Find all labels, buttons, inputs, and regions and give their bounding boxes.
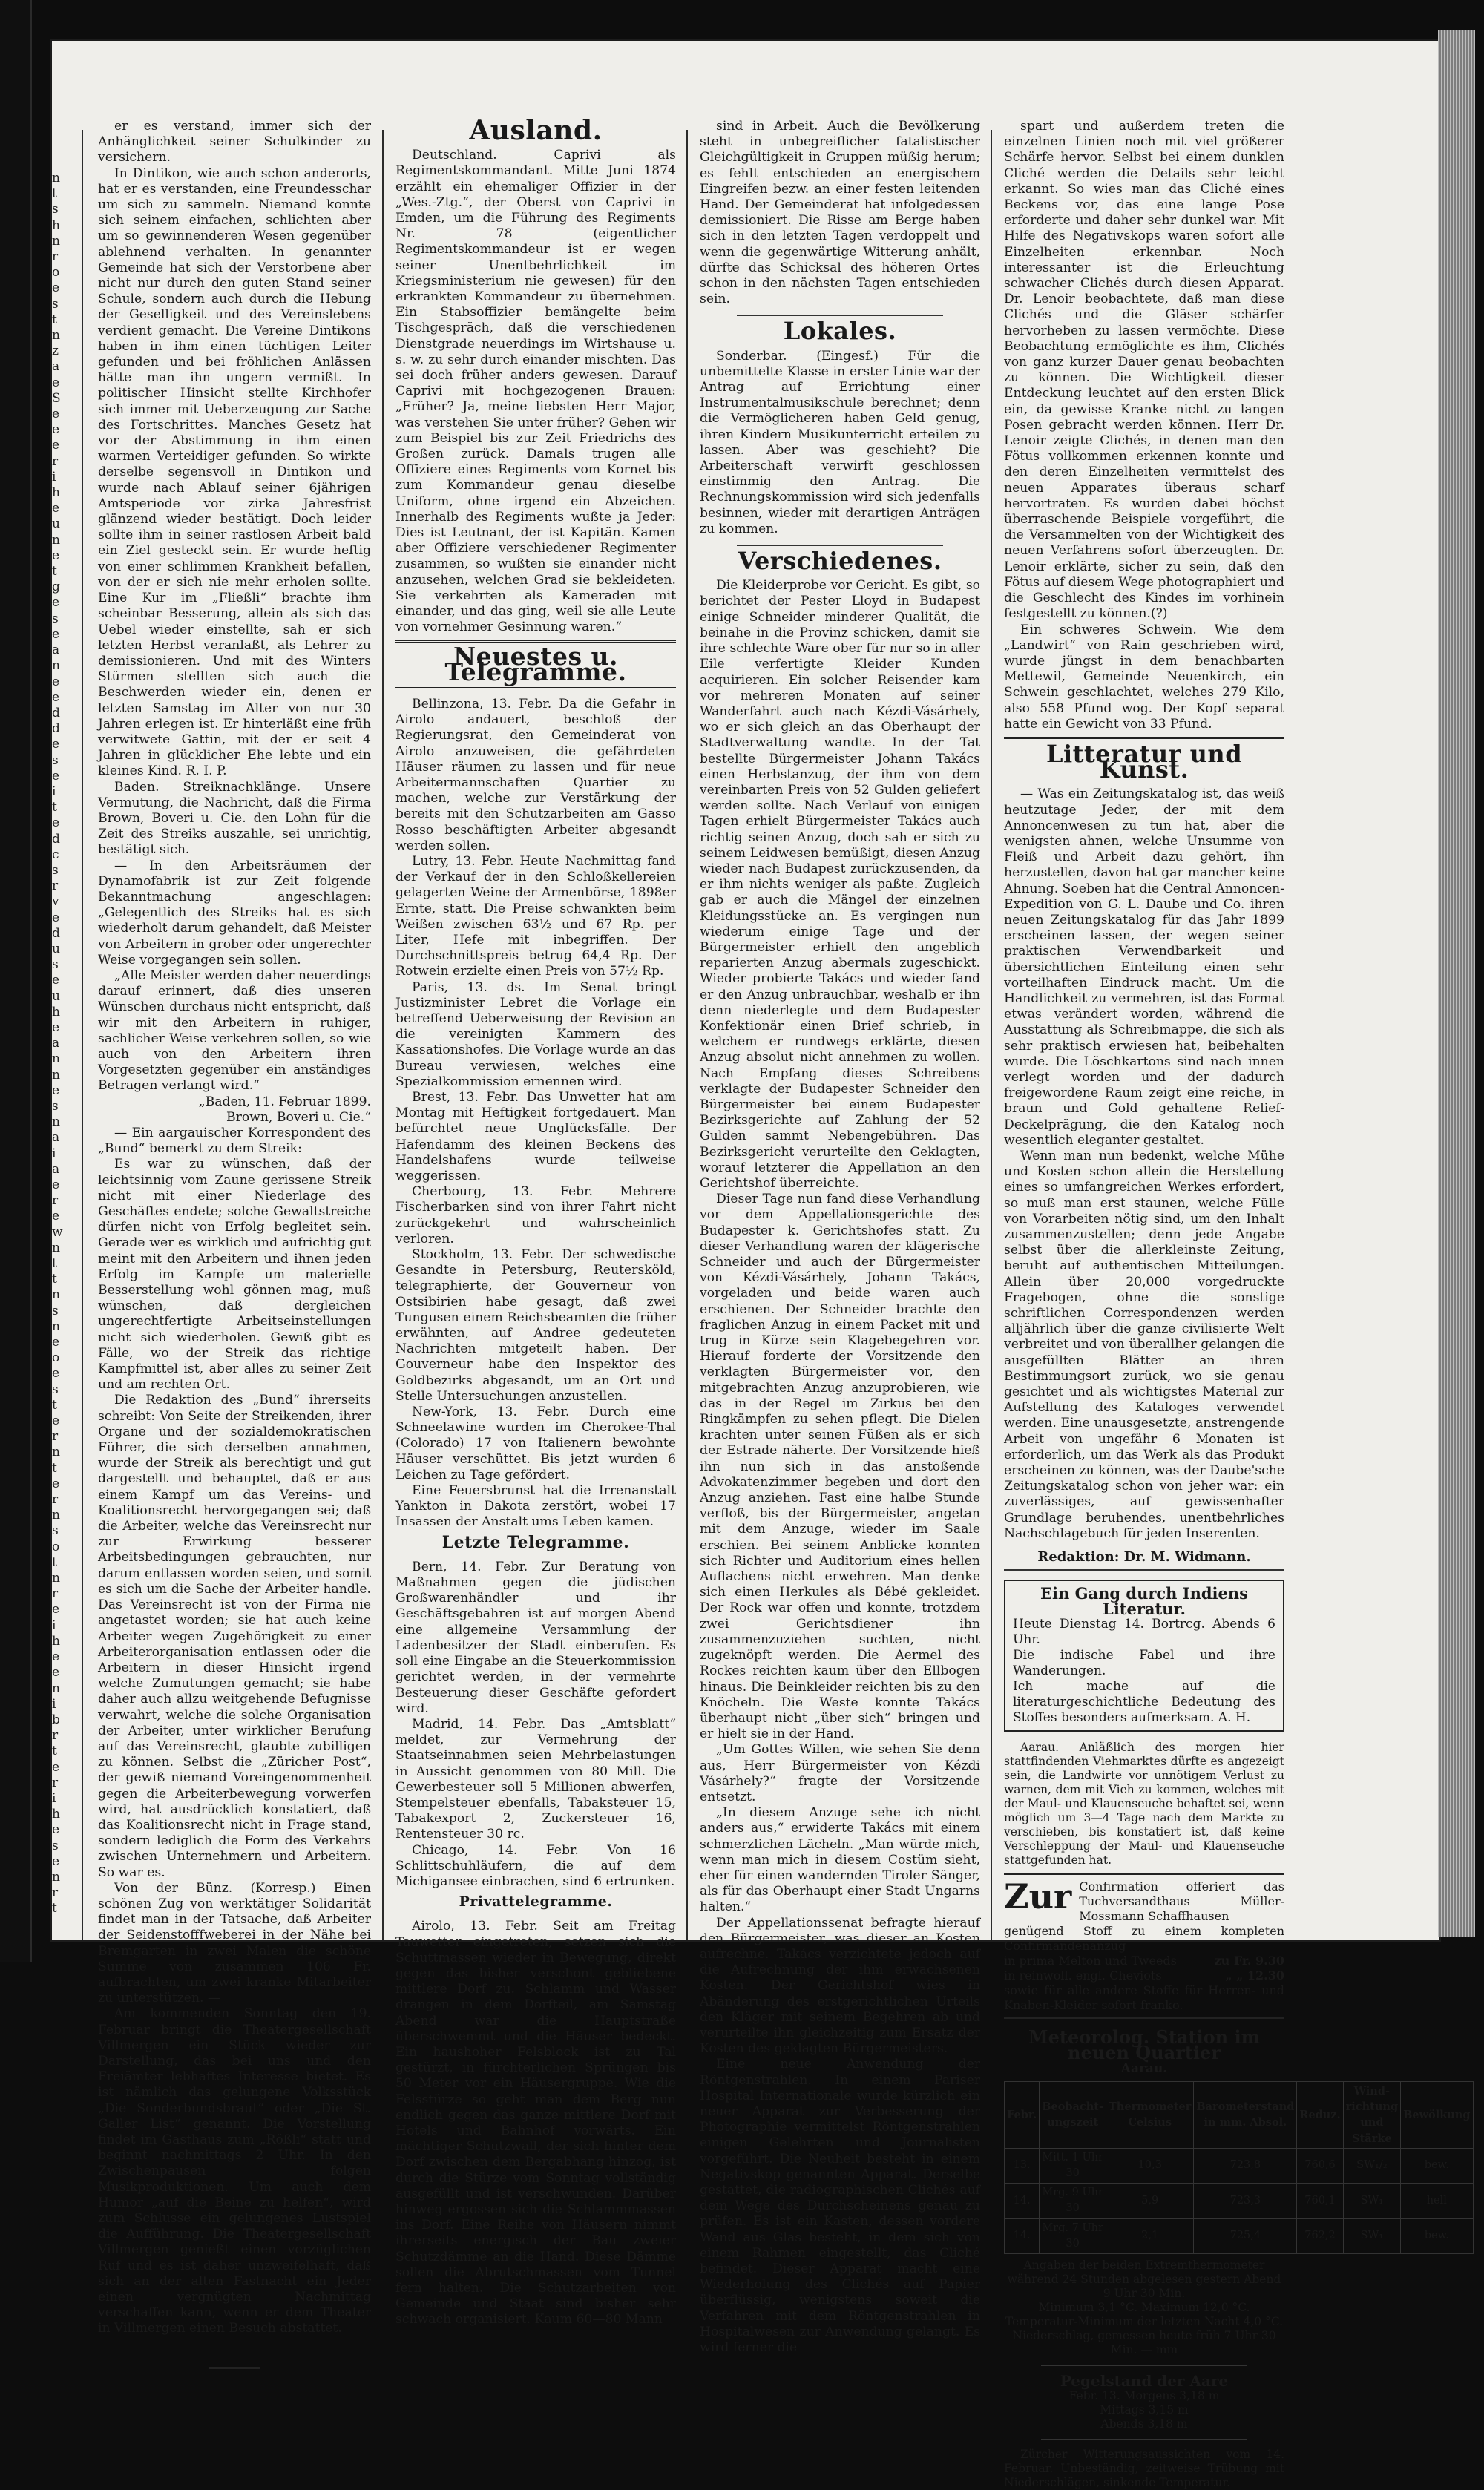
- fragment-letter: n: [52, 1114, 60, 1130]
- col4-paragraph: Ein schweres Schwein. Wie dem „Landwirt“ von Rain geschrieben wird, wurde jüngst in dem benachbarten Mettewil, Gemeinde Neuenkirch, ein Schwein geschlachtet, welches 279 Kilo, also 558 Pfund wog. Der Kopf separat hatte ein Gewicht von 33 Pfund.: [1004, 622, 1284, 732]
- fragment-letter: n: [52, 1240, 60, 1255]
- column-rule: [82, 130, 83, 1940]
- fragment-letter: s: [52, 752, 59, 768]
- col1-paragraph: Es war zu wünschen, daß der leichtsinnig vom Zaune gerissene Streik nicht mit einer Niederlage des Geschäftes endete; solche Gewaltstreiche dürfen nicht von Erfolg begleitet sein. Gerade wer es wirklich und aufrichtig gut meint mit den Arbeitern und ihnen jeden Erfolg im Kampfe um materielle Besserstellung wohl gönnen mag, muß wünschen, daß dergleichen ungerechtfertigte Arbeitseinstellungen nicht sich wiederholen. Gewiß gibt es Fälle, wo der Streik das richtige Kampfmittel ist, aber alles zu seiner Zeit und am rechten Ort.: [98, 1157, 371, 1393]
- telegram: Stockholm, 13. Febr. Der schwedische Gesandte in Petersburg, Reutersköld, telegraphierte, der Gouverneur von Ostsibirien habe gesagt, daß zwei Tungusen einem Reichsbeamten die früher erwähnten, auf Andree gedeuteten Nachrichten mitgeteilt haben. Der Gouverneur habe den Inspektor des Goldbezirks abgesandt, um an Ort und Stelle Untersuchungen anzustellen.: [395, 1247, 676, 1404]
- meteo-cell: hell: [1401, 2184, 1473, 2218]
- fragment-letter: i: [52, 784, 56, 799]
- fragment-letter: s: [52, 1523, 59, 1539]
- meteo-header-cell: Thermometer Celsius: [1106, 2081, 1194, 2148]
- meteo-cell: bew.: [1401, 2218, 1473, 2253]
- separator: [737, 315, 943, 316]
- separator: [737, 545, 943, 546]
- pegel-title: Pegelstand der Aare: [1060, 2371, 1229, 2390]
- col1-paragraph: — Ein aargauischer Korrespondent des „Bund“ bemerkt zu dem Streik:: [98, 1126, 371, 1157]
- fragment-letter: n: [52, 1051, 60, 1067]
- telegram: Madrid, 14. Febr. Das „Amtsblatt“ meldet, zur Vermehrung der Staatseinnahmen seien Mehrbelastungen in Aussicht genommen von 80 Mill. Die Gewerbesteuer soll 5 Millionen abwerfen, Stempelsteuer ebenfalls, Tabaksteuer 15, Tabakexport 2, Zuckersteuer 16, Rentensteuer 30 rc.: [395, 1716, 676, 1842]
- fragment-letter: a: [52, 359, 60, 375]
- fragment-letter: d: [52, 721, 60, 737]
- newspaper-page: [52, 41, 1471, 2490]
- fragment-letter: a: [52, 643, 60, 658]
- fragment-letter: e: [52, 1649, 60, 1665]
- verschiedenes-article: Eine neue Anwendung der Röntgenstrahlen. In einem Pariser Hospital Internationale wurde kürzlich ein neuer Apparat zur Verbesserung der Photographie vermittelst Röntgenstrahlen einigen Gelehrten und Journalisten vorgeführt. Die Neuheit besteht in einem Negativskop genannten Apparat. Derselbe gestattet, die radiographischen Clichés auf dem Wege des Durchscheinens genau zu prüfen. Es ist ein Kasten, dessen vordere Wand aus Glas besteht, in dem sich von einem Rahmen eingestellt, das Cliché befindet. Dieser Apparat macht eine Wiederholung des Clichés auf Papier überflüssig, wenigstens soweit die Verfahren mit dem Röntgenstrahlen in Hospitalwesen zur Anwendung gelangt. Es wird ferner die: [700, 2057, 980, 2356]
- fragment-letter: e: [52, 280, 60, 296]
- fragment-letter: e: [52, 1602, 60, 1617]
- fragment-letter: s: [52, 1382, 59, 1397]
- fragment-letter: t: [52, 1272, 57, 1287]
- col1-paragraph: „Alle Meister werden daher neuerdings darauf erinnert, daß dies unseren Wünschen durchaus nicht entspricht, daß wir mit den Arbeitern in ruhiger, sachlicher Weise verkehren sollen, so wie auch von den Arbeitern ihren Vorgesetzten gegenüber ein anständiges Betragen verlangt wird.“: [98, 968, 371, 1094]
- fragment-letter: a: [52, 1130, 60, 1146]
- telegram: Brest, 13. Febr. Das Unwetter hat am Montag mit Heftigkeit fortgedauert. Man befürchtet neue Unglücksfälle. Der Hafendamm des kleinen Beckens des Handelshafens wurde teilweise weggerissen.: [395, 1089, 676, 1183]
- fragment-letter: e: [52, 595, 60, 611]
- fragment-letter: r: [52, 249, 59, 265]
- fragment-letter: s: [52, 1303, 59, 1318]
- meteo-cell: 10,3: [1106, 2148, 1194, 2183]
- fragment-letter: e: [52, 910, 60, 925]
- litteratur-article: — Was ein Zeitungskatalog ist, das weiß heutzutage Jeder, der mit dem Annoncenwesen zu tun hat, aber die wenigsten ahnen, welche Unsumme von Fleiß und Arbeit dazu gehört, ihn herzustellen, davon hat gar mancher keine Ahnung. Soeben hat die Central Annoncen-Expedition von G. L. Daube und Co. ihren neuen Zeitungskatalog für das Jahr 1899 erscheinen lassen, der wegen seiner praktischen Verwendbarkeit und übersichtlichen Einteilung einen sehr vorteilhaften Eindruck macht. Um die Handlichkeit zu vermehren, ist das Format etwas verändert worden, während die Ausstattung als Schreibmappe, die sich als sehr praktisch erwiesen hat, beibehalten wurde. Die Löschkartons sind nach innen verlegt worden und der dadurch freigewordene Raum zeigt eine reiche, in braun und Gold gehaltene Relief-Deckelprägung, die den Katalog noch wesentlich eleganter gestaltet.: [1004, 786, 1284, 1148]
- lecture-announcement: [1004, 1580, 1284, 1732]
- fragment-letter: e: [52, 438, 60, 453]
- fragment-letter: d: [52, 925, 60, 941]
- fragment-letter: e: [52, 422, 60, 438]
- col1-paragraph: „Baden, 11. Februar 1899.: [198, 1094, 371, 1109]
- litteratur-article: Wenn man nun bedenkt, welche Mühe und Kosten schon allein die Herstellung eines so umfangreichen Werkes erfordert, so muß man erst staunen, welche Fülle von Vorarbeiten nötig sind, um den Inhalt zusammenzustellen; denn jede Angabe selbst über die allerkleinste Zeitung, beruht auf authentischen Mitteilungen. Allein über 20,000 vorgedruckte Fragebogen, ohne die sonstige schriftlichen Correspondenzen werden alljährlich über die ganze civilisierte Welt verbreitet und von überallher gelangen die ausgefüllten Blätter an ihren Bestimmungsort zurück, wo sie genau gesichtet und als wichtigstes Material zur Aufstellung des Kataloges verwendet werden. Eine unausgesetzte, anstrengende Arbeit von ungefähr 6 Monaten ist erforderlich, um das Werk als das Produkt erscheinen zu können, was der Daube'sche Zeitungskatalog schon von jeher war: ein zuverlässiges, auf gewissenhafter Grundlage beruhendes, unentbehrliches Nachschlagebuch für jeden Inserenten.: [1004, 1149, 1284, 1541]
- ad-line: genügend Stoff zu einem kompleten Confirmandenanzug: [1004, 1924, 1284, 1954]
- fragment-letter: h: [52, 1807, 60, 1822]
- meteo-cell: 762,2: [1297, 2218, 1343, 2253]
- fragment-letter: e: [52, 1177, 60, 1192]
- fragment-letter: d: [52, 705, 60, 720]
- verschiedenes-article: Dieser Tage nun fand diese Verhandlung vor dem Appellationsgerichte des Budapester k. Gerichtshofes statt. Zu dieser Verhandlung waren der klägerische Schneider und auch der Bürgermeister von Kézdi-Vásárhely, Johann Takács, vorgeladen und beide waren auch erschienen. Der Schneider brachte den fraglichen Anzug in einem Packet mit und trug in Kürze sein Klagebegehren vor. Hierauf forderte der Vorsitzende den verklagten Bürgermeister vor, den mitgebrachten Anzug anzuprobieren, wie das in der Regel im Zirkus bei den Ringkämpfen zu sehen pflegt. Die Dielen krachten unter seinen Füßen als er sich der Estrade näherte. Der Vorsitzende hieß ihn nun sich in das anstoßende Advokatenzimmer begeben und dort den Anzug anziehen. Fast eine halbe Stunde verfloß, bis der Bürgermeister, angetan mit dem Anzuge, wieder im Saale erschien. Bei seinem Anblicke konnten sich Richter und Auditorium eines hellen Auflachens nicht erwehren. Man denke sich einen Herkules als Bébé gekleidet. Der Rock war offen und konnte, trotzdem zwei Gerichtsdiener ihn zusammenzuziehen suchten, nicht zugeknöpft werden. Die Aermel des Rockes reichten kaum über den Ellbogen hinaus. Die Beinkleider reichten bis zu den Knöcheln. Die Weste konnte Takács überhaupt nicht „über sich“ bringen und er hielt sie in der Hand.: [700, 1192, 980, 1742]
- fragment-letter: a: [52, 1161, 60, 1177]
- fragment-letter: c: [52, 847, 59, 862]
- verschiedenes-article: „Um Gottes Willen, wie sehen Sie denn aus, Herr Bürgermeister von Kézdi Vásárhely?“ fragte der Vorsitzende entsetzt.: [700, 1742, 980, 1804]
- fragment-letter: b: [52, 1712, 60, 1727]
- fragment-letter: t: [52, 312, 57, 327]
- fragment-letter: e: [52, 407, 60, 422]
- section-heading-neuestes: Neuestes u. Telegramme.: [395, 640, 676, 688]
- meteo-cell: 14.: [1005, 2184, 1040, 2218]
- lecture-line: Ich mache auf die literaturgeschichtliche Bedeutung des Stoffes besonders aufmerksam. A. H.: [1013, 1679, 1275, 1726]
- meteo-note: Temperatur-Minimum der letzten Nacht 4,0 °C.: [1005, 2314, 1284, 2328]
- ad-item-price: „ „ 12.30: [1225, 1968, 1284, 1983]
- fragment-letter: e: [52, 1366, 60, 1382]
- meteo-note: Minimum 3,1 °C. Maximum 12,0 °C.: [1038, 2300, 1250, 2314]
- meteo-header-cell: Bewölkung: [1401, 2081, 1473, 2148]
- fragment-letter: e: [52, 1083, 60, 1098]
- fragment-letter: n: [52, 1287, 60, 1303]
- fragment-letter: e: [52, 815, 60, 831]
- telegram: Eine Feuersbrunst hat die Irrenanstalt Yankton in Dakota zerstört, wobei 17 Insassen der Anstalt ums Leben kamen.: [395, 1483, 676, 1530]
- meteo-cell: bew.: [1401, 2148, 1473, 2183]
- fragment-letter: t: [52, 1744, 57, 1759]
- fragment-letter: u: [52, 516, 60, 532]
- meteo-cell: 760,6: [1297, 2148, 1343, 2183]
- fragment-letter: o: [52, 1539, 60, 1554]
- col1-paragraph: Von der Bünz. (Korresp.) Einen schönen Zug von werktätiger Solidarität findet man in der Tatsache, daß Arbeiter der Seidenstofffweberei in der Nähe bei Bremgarten in zwei Malen die schöne Summe von zusammen 106 Fr. aufbrachten, um zwei kranke Mitarbeiter zu unterstützen. —: [98, 1880, 371, 2006]
- fragment-letter: r: [52, 1193, 59, 1209]
- lokales-article: Sonderbar. (Eingesf.) Für die unbemittelte Klasse in erster Linie war der Antrag auf Errichtung einer Instrumentalmusikschule berechnet; denn die Vermöglicheren haben Geld genug, ihren Kindern Musikunterricht erteilen zu lassen. Aber was geschieht? Die Arbeiterschaft verwirft geschlossen einstimmig den Antrag. Die Rechnungskommission wird sich jedenfalls besinnen, wieder mit derartigen Anträgen zu kommen.: [700, 348, 980, 536]
- fragment-letter: e: [52, 674, 60, 689]
- section-heading-verschiedenes: Verschiedenes.: [738, 547, 942, 576]
- fragment-letter: o: [52, 265, 60, 280]
- col1-paragraph: er es verstand, immer sich der Anhänglichkeit seiner Schulkinder zu versichern.: [98, 119, 371, 165]
- meteo-cell: 725,4: [1194, 2218, 1297, 2253]
- pegel-row: Mittags 3,15 m: [1100, 2403, 1189, 2417]
- column-rule: [686, 130, 688, 1940]
- fragment-letter: s: [52, 611, 59, 626]
- ad-line: sowie für alle andere Stoffe für Herren- und Knaben-Kleider sofort franko.: [1004, 1983, 1284, 2013]
- lecture-line: Heute Dienstag 14. Bortrcg. Abends 6 Uhr.: [1013, 1617, 1275, 1648]
- fragment-letter: h: [52, 1633, 60, 1649]
- fragment-letter: z: [52, 344, 59, 359]
- fragment-letter: u: [52, 988, 60, 1004]
- fragment-letter: s: [52, 957, 59, 973]
- fragment-letter: n: [52, 1681, 60, 1696]
- fragment-letter: t: [52, 1554, 57, 1570]
- fragment-letter: S: [52, 390, 61, 406]
- fragment-letter: r: [52, 453, 59, 469]
- col1-paragraph: Am kommenden Sonntag den 19. Februar bringt die Theatergesellschaft Villmergen ein Stück wieder zur Darstellung, das bei uns und den Freiämter lebhaftes Interesse bietet. Es ist nämlich das gelungene Volksstück „Die Sonderbundsbraut“ oder „Die St. Galler List“ genannt. Die Vorstellung findet im Gasthaus zum „Rößli“ statt und beginnt nachmittags 2 Uhr. In den Zwischenpausen folgen Musikproduktionen. Um auch dem Humor „auf die Beine zu helfen“, wird zum Schlusse ein gelungenes Lustspiel die Aufführung. Die Theatergesellschaft Villmergen genießt einen vorzüglichen Ruf und es ist daher unzweifelhaft, daß sich an der alten Fastnacht ein Jeder einen vergnügten Nachmittag verschaffen kann, wenn er dem Theater in Villmergen einen Besuch abstattet.: [98, 2006, 371, 2336]
- fragment-letter: n: [52, 1318, 60, 1334]
- column-1: [98, 119, 371, 2336]
- telegram: Lutry, 13. Febr. Heute Nachmittag fand der Verkauf der in den Schloßkellereien gelagerten Weine der Armenbörse, 1898er Ernte, statt. Die Preise schwankten beim Weißen zwischen 63½ und 67 Rp. per Liter, Hefe mit inbegriffen. Der Durchschnittspreis betrug 64,4 Rp. Der Rotwein erzielte einen Preis von 57½ Rp.: [395, 853, 676, 979]
- ausland-article: Deutschland. Caprivi als Regimentskommandant. Mitte Juni 1874 erzählt ein ehemaliger Offizier in der „Wes.-Ztg.“, der Oberst von Caprivi in Emden, um die Führung des Regiments Nr. 78 (eigentlicher Regimentskommandeur ist er wegen seiner Unentbehrlichkeit im Kriegsministerium nie gewesen) für den erkrankten Kommandeur zu übernehmen. Ein Stabsoffizier bemängelte beim Tischgespräch, daß die verschiedenen Dienstgrade neuerdings im Wirtshause u. s. w. zu sehr durch einander mischten. Das sei doch früher anders gewesen. Darauf Caprivi mit hochgezogenen Brauen: „Früher? Ja, meine liebsten Herr Major, was verstehen Sie unter früher? Gehen wir zum Beispiel bis zur Zeit Friedrichs des Großen zurück. Damals trugen alle Offiziere eines Regiments vom Kornet bis zum Kommandeur genau dieselbe Uniform, ohne irgend ein Abzeichen. Innerhalb des Regiments wußte ja Jeder: Dies ist Leutnant, der ist Kapitän. Kamen aber Offiziere verschiedener Regimenter zusammen, so wußten sie einander nicht anzusehen, welchen Grad sie bekleideten. Sie verkehrten als Kameraden mit einander, und das ging, weil sie alle Leute von vornehmer Gesinnung waren.“: [395, 148, 676, 635]
- fragment-letter: n: [52, 1869, 60, 1885]
- fragment-letter: t: [52, 1901, 57, 1916]
- telegram: Bellinzona, 13. Febr. Da die Gefahr in Airolo andauert, beschloß der Regierungsrat, den Gemeinderat von Airolo anzuweisen, die gefährdeten Häuser räumen zu lassen und für neue Arbeitermannschaften Quartier zu machen, welche zur Verstärkung der bereits mit den Schutzarbeiten am Gasso Rosso beschäftigten Arbeiter abgesandt werden sollen.: [395, 696, 676, 853]
- fragment-letter: e: [52, 1759, 60, 1775]
- meteo-cell: 760,1: [1297, 2184, 1343, 2218]
- meteo-header-cell: Reduz.: [1297, 2081, 1343, 2148]
- fragment-letter: e: [52, 1822, 60, 1838]
- fragment-letter: r: [52, 1429, 59, 1445]
- fragment-letter: e: [52, 501, 60, 516]
- fragment-letter: e: [52, 689, 60, 705]
- column-3: [700, 119, 980, 2356]
- fragment-letter: r: [52, 1492, 59, 1508]
- fragment-letter: h: [52, 485, 60, 501]
- fragment-letter: e: [52, 768, 60, 784]
- fragment-letter: h: [52, 1004, 60, 1019]
- ad-initial: Zur: [1004, 1876, 1072, 1917]
- fragment-letter: v: [52, 894, 59, 910]
- aarau-notice: Aarau. Anläßlich des morgen hier stattfindenden Viehmarktes dürfte es angezeigt sein, die Landwirte vor unnötigem Verlust zu warnen, dem mit Vieh zu kommen, welches mit der Maul- und Klauenseuche behaftet sei, wenn möglich um 3—4 Tage nach dem Markte zu verschieben, bis konstatiert ist, daß keine Verschleppung der Maul- und Klauenseuche stattgefunden hat.: [1004, 1741, 1284, 1868]
- meteo-cell: Mrg. 7 Uhr 30: [1040, 2218, 1106, 2253]
- confirmation-ad: [1004, 1873, 1284, 2019]
- fragment-letter: t: [52, 186, 57, 202]
- lecture-line: Die indische Fabel und ihre Wanderungen.: [1013, 1648, 1275, 1679]
- meteo-header-cell: Barometerstand in mm. Absol.: [1194, 2081, 1297, 2148]
- col1-paragraph: Die Redaktion des „Bund“ ihrerseits schreibt: Von Seite der Streikenden, ihrer Organe und der sozialdemokratischen Führer, die sich derselben annahmen, wurde der Streik als berechtigt und gut dargestellt und behauptet, daß er aus einem Kampf um das Vereins- und Koalitionsrecht hervorgegangen sei; daß die Arbeiter, welche das Vereinsrecht nur zur Erwirkung besserer Arbeitsbedingungen gebrauchten, nur darum entlassen worden seien, und somit es sich um die Sache der Arbeiter handle. Das Vereinsrecht ist von der Firma nie angetastet worden; sie hat auch keine Arbeiter wegen Zugehörigkeit zu einer Arbeiterorganisation entlassen oder die Arbeitern in dieser Hinsicht irgend welche Zumutungen gemacht; sie habe daher auch allzu weitgehende Befugnisse verwahrt, welche die solche Organisation der Arbeiter, unter wirklicher Berufung auf das Vereinsrecht, glaubte zubilligen zu können. Selbst die „Züricher Post“, der gewiß niemand Voreingenommenheit gegen die Arbeiterbewegung vorwerfen wird, hat ausdrücklich konstatiert, daß das Koalitionsrecht nicht in Frage stand, sondern lediglich die Form des Verkehrs zwischen Unternehmern und Arbeitern. So war es.: [98, 1393, 371, 1880]
- fragment-letter: e: [52, 1209, 60, 1224]
- meteo-cell: SW₁: [1343, 2218, 1400, 2253]
- meteo-header-cell: Beobacht-ungszeit: [1040, 2081, 1106, 2148]
- left-page-fragment: [52, 171, 74, 1916]
- ad-line: Confirmation offeriert das Tuchversandthaus Müller-Mossmann Schaffhausen: [1079, 1879, 1284, 1924]
- meteo-cell: Mitt. 1 Uhr 30: [1040, 2148, 1106, 2183]
- fragment-letter: w: [52, 1224, 63, 1240]
- book-edge: [1438, 30, 1475, 1937]
- separator: [1041, 2439, 1247, 2440]
- col1-paragraph: In Dintikon, wie auch schon anderorts, hat er es verstanden, eine Freundesschar um sich zu sammeln. Niemand konnte sich seinem einfachen, schlichten aber um so gewinnenderen Wesen gegenüber ablehnend verhalten. In genannter Gemeinde hat sich der Verstorbene aber nicht nur durch den guten Stand seiner Schule, sondern auch durch die Hebung der Geselligkeit und des Vereinslebens verdient gemacht. Die Vereine Dintikons haben in ihm einen tüchtigen Leiter gefunden und bei fröhlichen Anlässen hätte man ihn ungern vermißt. In politischer Hinsicht stellte Kirchhofer sich immer mit Ueberzeugung zur Sache des Fortschrittes. Manches Gesetz hat vor der Abstimmung in ihm einen warmen Verteidiger gefunden. So wirkte derselbe segensvoll in Dintikon und wurde nach Ablauf seiner 6jährigen Amtsperiode vor zirka Jahresfrist glänzend wieder bestätigt. Doch leider sollte ihm in seiner rastlosen Arbeit bald ein Ziel gesteckt sein. Er wurde heftig von einer schlimmen Krankheit befallen, von der er sich nie mehr erholen sollte. Eine Kur im „Fließli“ brachte ihm scheinbar Besserung, allein als sich das Uebel wieder einstellte, sah er sich letzten Herbst veranlaßt, als Lehrer zu demissionieren. Und mit des Winters Stürmen stellten sich auch die Beschwerden wieder ein, denen er letzten Samstag im Alter von nur 30 Jahren erlegen ist. Er hinterläßt eine früh verwitwete Gattin, mit der er seit 4 Jahren in glücklicher Ehe lebte und ein kleines Kind. R. I. P.: [98, 165, 371, 779]
- fragment-letter: n: [52, 171, 60, 185]
- column-rule: [991, 130, 992, 1940]
- telegram: Airolo, 13. Febr. Seit am Freitag Tauwetter eingetreten, setzen sich die Schuttmassen wieder in Bewegung, direkt gegen das bisher verschont gebliebene mittlere Dorf zu. Schlamm und Wasser drangen in dem Dorfteil, am Samstag Abend war die Hauptstraße überschwemmt und die Häuser bedeckt. Ein haushoher Felsblock ist zu Tal gestürzt, in fürchterlichen Sprüngen bis 50 Meter vor ein Häusergruppe. Wie die Felsstürze so geht man dem Berg nun endlich gegen das ganze mittlere Dorf mit Hotels und Bahnhof vorwärts. Ein mächtiger Schutzwall, der sich hinter dem Dorf zwischen dem Bergabhang hinzog, ist durch die Stürze vom Sonntag vollständig ausgefüllt und ist verschwunden. Darüber hinweg ergossen sich die Schlammmassen ins Dorf. Eine Reihe von Häusern nimmt ihrerseits energisch der Bau zweier Schutzdämme an die Hand. Diese Dämme sollen die Abrutschmassen vom Tunnel fern halten. Die Schutzarbeiten von Gemeinde und Staat sind bisher sehr schwach organisiert. Kaum 60—80 Mann: [395, 1919, 676, 2328]
- col1-paragraph: Baden. Streiknachklänge. Unsere Vermutung, die Nachricht, daß die Firma Brown, Boveri u. Cie. den Lohn für die Zeit des Streiks auszahle, sei unrichtig, bestätigt sich.: [98, 779, 371, 858]
- column-rule: [382, 130, 384, 1940]
- meteo-row: [1005, 2184, 1474, 2218]
- meteo-table: [1004, 2081, 1474, 2254]
- col1-paragraph: — In den Arbeitsräumen der Dynamofabrik ist zur Zeit folgende Bekanntmachung angeschlagen: „Gelegentlich des Streiks hat es sich wiederholt darum gehandelt, daß Meister von Arbeitern in grober oder ungerechter Weise vorgegangen sein sollen.: [98, 858, 371, 968]
- fragment-letter: h: [52, 217, 60, 233]
- verschiedenes-article: „In diesem Anzuge sehe ich nicht anders aus,“ erwiderte Takács mit einem schmerzlichen Lächeln. „Man würde mich, wenn man mich in diesem Costüm sieht, eher für einen wandernden Tiroler Sänger, als für das Oberhaupt einer Stadt Ungarns halten.“: [700, 1805, 980, 1915]
- column-4: [1004, 119, 1471, 2490]
- meteo-cell: 13.: [1005, 2148, 1040, 2183]
- meteo-row: [1005, 2148, 1474, 2183]
- fragment-letter: i: [52, 1790, 56, 1806]
- fragment-letter: n: [52, 1067, 60, 1083]
- fragment-letter: e: [52, 737, 60, 752]
- meteo-row: [1005, 2218, 1474, 2253]
- meteo-header-cell: Wind-richtung und Stärke: [1343, 2081, 1400, 2148]
- fragment-letter: e: [52, 1665, 60, 1681]
- col4-paragraph: spart und außerdem treten die einzelnen Linien noch mit viel größerer Schärfe hervor. Selbst bei einem dunklen Cliché werden die Details sehr leicht erkannt. So wies man das Cliché eines Beckens vor, das eine lange Pose erforderte und daher sehr dunkel war. Mit Hilfe des Negativskops waren sofort alle Einzelheiten erkennbar. Noch interessanter ist die Erleuchtung schwacher Clichés durch diesen Apparat. Dr. Lenoir beobachtete, daß man diese Clichés und die Gläser schärfer hervorheben zu lassen vermöchte. Diese Beobachtung ermöglichte es ihm, Clichés von ganz kurzer Dauer genau beobachten zu können. Die Wichtigkeit dieser Entdeckung leuchtet auf den ersten Blick ein, da gewisse Kranke nicht zu langen Posen gebracht werden können. Herr Dr. Lenoir zeigte Clichés, in denen man den Fötus vollkommen erkennen konnte und den deren Einzelheiten vermittelst des neuen Apparates überaus scharf hervortraten. Es wurden dabei höchst überraschende Beispiele vorgeführt, die die Versammelten von der Wichtigkeit des neuen Verfahrens sofort überzeugten. Dr. Lenoir erklärte, sicher zu sein, daß den Fötus auf diesem Wege photographiert und die Geschlecht des Kindes im vorhinein festgestellt zu können.(?): [1004, 119, 1284, 622]
- telegram: Paris, 13. ds. Im Senat bringt Justizminister Lebret die Vorlage ein betreffend Ueberweisung der Revision an die vereinigten Kammern des Kassationshofes. Die Vorlage wurde an das Bureau verwiesen, welches eine Spezialkommission ernennen wird.: [395, 979, 676, 1089]
- column-2: [395, 115, 676, 2328]
- meteo-notes: [1004, 2259, 1284, 2357]
- telegram: Bern, 14. Febr. Zur Beratung von Maßnahmen gegen die jüdischen Großwarenhändler und ihr Geschäftsgebahren ist auf morgen Abend eine allgemeine Versammlung der Ladenbesitzer der Stadt einberufen. Es soll eine Eingabe an die Steuerkommission gerichtet werden, in der vermehrte Besteuerung dieser Geschäfte gefordert wird.: [395, 1559, 676, 1716]
- meteo-note: Angaben der beiden Extremthermometer während 24 Stunden abgelesen gestern Abend 9 Uhr 30 Min.: [1007, 2258, 1281, 2300]
- col3-paragraph: sind in Arbeit. Auch die Bevölkerung steht in unbegreiflicher fatalistischer Gleichgültigkeit in Gruppen müßig herum; es fehlt entschieden an energischem Eingreifen bezw. an einer festen leitenden Hand. Der Gemeinderat hat infolgedessen demissioniert. Die Risse am Berge haben sich in den letzten Tagen verdoppelt und wenn die gegenwärtige Witterung anhält, dürfte das Schicksal des höheren Ortes schon in den nächsten Tagen entschieden sein.: [700, 119, 980, 307]
- meteo-cell: 5,9: [1106, 2184, 1194, 2218]
- meteo-header-cell: Febr.: [1005, 2081, 1040, 2148]
- meteo-cell: SW₁: [1343, 2184, 1400, 2218]
- fragment-letter: n: [52, 1445, 60, 1460]
- fragment-letter: e: [52, 548, 60, 563]
- fragment-letter: i: [52, 1146, 56, 1161]
- fragment-letter: n: [52, 328, 60, 344]
- fragment-letter: n: [52, 658, 60, 674]
- fragment-letter: d: [52, 831, 60, 847]
- fragment-letter: i: [52, 469, 56, 484]
- fragment-letter: n: [52, 1571, 60, 1586]
- fragment-letter: e: [52, 626, 60, 642]
- fragment-letter: t: [52, 1256, 57, 1272]
- fragment-letter: a: [52, 1036, 60, 1051]
- fragment-letter: r: [52, 878, 59, 894]
- fragment-letter: e: [52, 1853, 60, 1869]
- meteo-cell: 2,1: [1106, 2218, 1194, 2253]
- fragment-letter: t: [52, 800, 57, 815]
- meteo-cell: SW₁/₂: [1343, 2148, 1400, 2183]
- verschiedenes-article: Die Kleiderprobe vor Gericht. Es gibt, so berichtet der Pester Lloyd in Budapest einige Schneider minderer Qualität, die beinahe in die Provinz schicken, damit sie ihre schlechte Ware ober für nur so in aller Eile verfertigte Kleider Kunden acquirieren. Ein solcher Reisender kam vor mehreren Monaten auf seiner Wanderfahrt auch nach Kézdi-Vásárhely, wo er sich gleich an das Oberhaupt der Stadtverwaltung wandte. In der Tat bestellte Bürgermeister Johann Takács einen Herbstanzug, der ihm von dem vereinbarten Preis von 52 Gulden geliefert werden sollte. Nach Verlauf von einigen Tagen erhielt Bürgermeister Takács auch richtig seinen Anzug, doch sah er sich zu seinem Leidwesen bemüßigt, diesen Anzug wieder nach Budapest zurückzusenden, da er ihm nichts weniger als paßte. Zugleich gab er auch die Mängel der einzelnen Kleidungsstücke an. Es vergingen nun wiederum einige Tage und der Bürgermeister erhielt den angeblich reparierten Anzug abermals zugeschickt. Wieder probierte Takács und wieder fand er den Anzug unbrauchbar, weshalb er ihn denn niederlegte und dem Budapester Konfektionär einen Brief schrieb, in welchem er rundwegs erklärte, diesen Anzug absolut nicht annehmen zu wollen. Nach Empfang dieses Schreibens verklagte der Budapester Schneider den Bürgermeister bei einem Budapester Bezirksgerichte auf Zahlung der 52 Gulden sammt Nebengebühren. Das Bezirksgericht verurteilte den Geklagten, worauf letzterer die Appellation an den Gerichtshof überreichte.: [700, 578, 980, 1191]
- fragment-letter: i: [52, 1696, 56, 1712]
- separator: [1041, 2365, 1247, 2366]
- fragment-letter: e: [52, 375, 60, 390]
- col1-paragraph: Brown, Boveri u. Cie.“: [226, 1109, 371, 1125]
- fragment-letter: s: [52, 1838, 59, 1853]
- fragment-letter: r: [52, 1728, 59, 1744]
- ad-item-label: in reinwoll. engl. Cheviots: [1004, 1968, 1162, 1983]
- fragment-letter: e: [52, 973, 60, 988]
- fragment-letter: s: [52, 202, 59, 217]
- meteo-note: Niederschlag, gemessen heute früh 7 Uhr 30 Min. — mm: [1012, 2328, 1276, 2356]
- pegel-row: Febr. 13. Morgens 3,18 m: [1068, 2389, 1220, 2403]
- section-heading-ausland: Ausland.: [469, 115, 603, 146]
- section-heading-litteratur: Litteratur und Kunst.: [1004, 737, 1284, 778]
- fragment-letter: i: [52, 1617, 56, 1633]
- fragment-letter: s: [52, 296, 59, 312]
- fragment-letter: s: [52, 1098, 59, 1114]
- fragment-letter: e: [52, 1019, 60, 1035]
- meteo-subtitle: Aarau.: [1120, 2060, 1168, 2076]
- fragment-letter: n: [52, 532, 60, 548]
- fragment-letter: t: [52, 564, 57, 579]
- ad-item-label: in prima Melton und Tweeds: [1004, 1954, 1177, 1968]
- fragment-letter: n: [52, 233, 60, 249]
- section-heading-lokales: Lokales.: [783, 317, 897, 346]
- verschiedenes-article: Der Appellationssenat befragte hierauf den Bürgermeister, was dieser an Kosten aufrechne. Takács verzichtete jedoch auf die Aufrechnung der ihm erwachsenen Kosten. Der Gerichtshof wies in Abänderung des erstgerichtlichen Urteils den Kläger mit seinem Begehren ab und verurteilte ihn gleichzeitig zum Ersatz der Kosten des geklagten Bürgermeisters.: [700, 1915, 980, 2057]
- fragment-letter: g: [52, 579, 60, 595]
- meteo-cell: 723,8: [1194, 2148, 1297, 2183]
- fragment-letter: e: [52, 1335, 60, 1350]
- fragment-letter: r: [52, 1885, 59, 1901]
- meteo-cell: Mrg. 9 Uhr 30: [1040, 2184, 1106, 2218]
- meteo-title: Meteorolog. Station im neuen Quartier: [1028, 2026, 1260, 2064]
- telegram: Cherbourg, 13. Febr. Mehrere Fischerbarken sind von ihrer Fahrt nicht zurückgekehrt und wahrscheinlich verloren.: [395, 1184, 676, 1246]
- fragment-letter: e: [52, 1413, 60, 1429]
- fragment-letter: r: [52, 1775, 59, 1790]
- end-rule: [209, 2367, 260, 2369]
- redaktion-line: Redaktion: Dr. M. Widmann.: [1004, 1549, 1284, 1571]
- telegram: Chicago, 14. Febr. Von 16 Schlittschuhläufern, die auf dem Michigansee einbrachen, sind 6 ertrunken.: [395, 1842, 676, 1889]
- meteo-cell: 723,3: [1194, 2184, 1297, 2218]
- weather-forecast: Zürcher Witterungsaussichten vom 14. Februar. Unbeständig, zeitweise Trübung mit Niederschlägen, sinkende Temperatur.: [1004, 2448, 1284, 2490]
- fragment-letter: t: [52, 1460, 57, 1476]
- fragment-letter: r: [52, 1586, 59, 1602]
- fragment-letter: n: [52, 1508, 60, 1523]
- pegel-row: Abends 3,18 m: [1100, 2417, 1188, 2431]
- fragment-letter: o: [52, 1350, 60, 1366]
- scan-background-left: [0, 0, 32, 1962]
- fragment-letter: u: [52, 941, 60, 956]
- section-heading-privattelegramme: Privattelegramme.: [459, 1893, 613, 1911]
- fragment-letter: t: [52, 1397, 57, 1413]
- fragment-letter: s: [52, 862, 59, 878]
- fragment-letter: e: [52, 1476, 60, 1491]
- telegram: New-York, 13. Febr. Durch eine Schneelawine wurden im Cherokee-Thal (Colorado) 17 von Italienern bewohnte Häuser verschüttet. Bis jetzt wurden 6 Leichen zu Tage gefördert.: [395, 1405, 676, 1482]
- meteo-cell: 14.: [1005, 2218, 1040, 2253]
- section-heading-letzte-telegramme: Letzte Telegramme.: [441, 1532, 630, 1552]
- ad-item-price: zu Fr. 9.30: [1214, 1954, 1284, 1968]
- lecture-title: Ein Gang durch Indiens Literatur.: [1040, 1584, 1248, 1619]
